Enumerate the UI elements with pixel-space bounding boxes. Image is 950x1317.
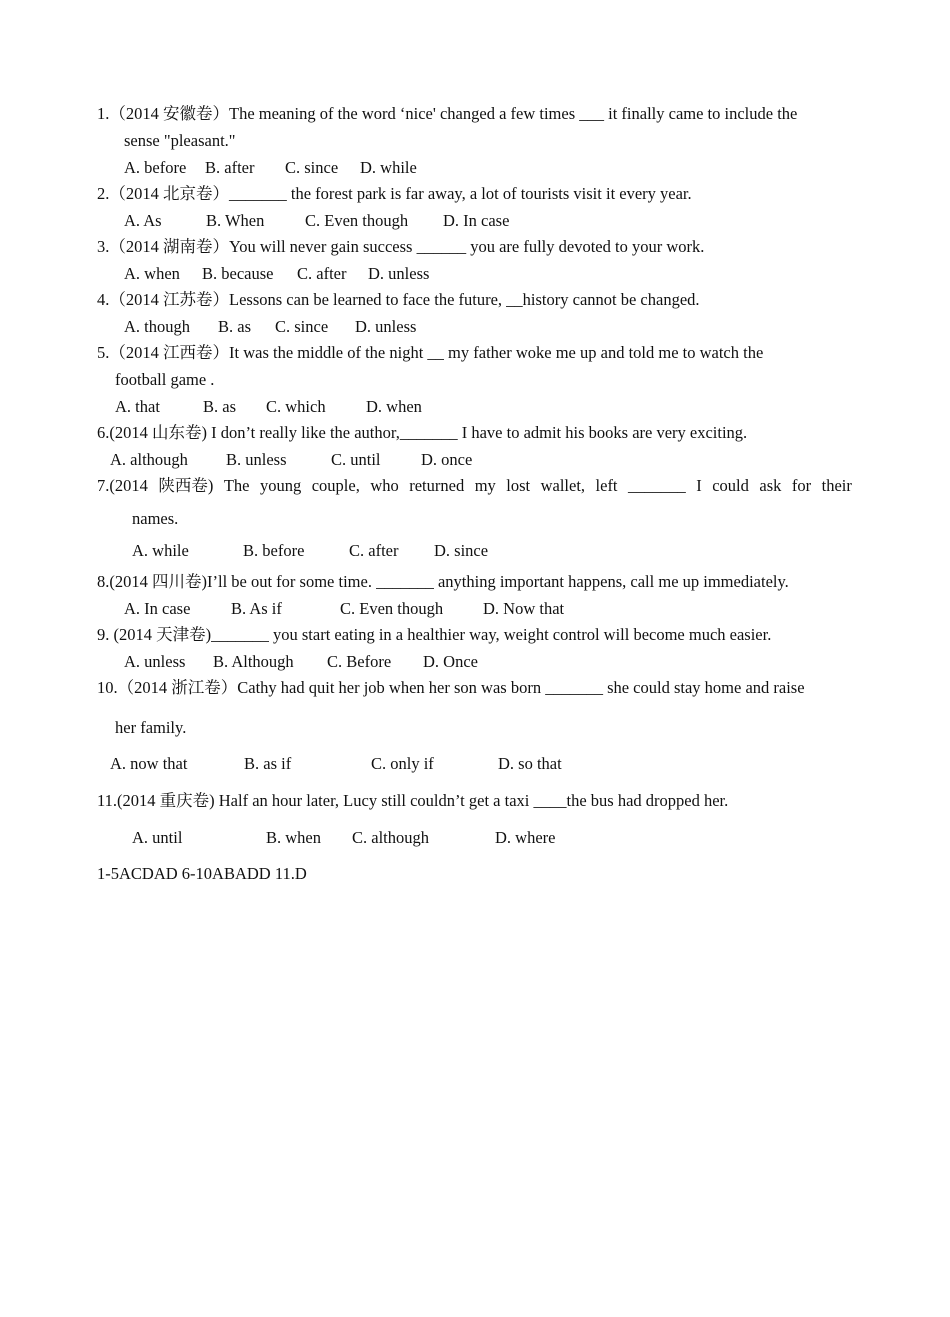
- question-7-line-1: [97, 476, 852, 496]
- question-7-word: returned: [409, 476, 465, 495]
- question-8-line-1: 8.(2014 四川卷)I’ll be out for some time. _______ anything important happens, call me up immediately.: [97, 572, 789, 591]
- question-3-option-b: B. because: [202, 264, 274, 283]
- question-7-option-a: A. while: [132, 541, 189, 560]
- question-11-option-c: C. although: [352, 828, 429, 847]
- question-2-option-a: A. As: [124, 211, 162, 230]
- question-1-option-d: D. while: [360, 158, 417, 177]
- question-9-option-d: D. Once: [423, 652, 478, 671]
- question-7-word: The: [223, 476, 250, 495]
- question-7-word: their: [821, 476, 852, 495]
- question-5-line-1: 5.（2014 江西卷）It was the middle of the night __ my father woke me up and told me to watch the: [97, 343, 764, 362]
- question-7-option-b: B. before: [243, 541, 305, 560]
- question-6-option-a: A. although: [110, 450, 188, 469]
- question-6-line-1: 6.(2014 山东卷) I don’t really like the author,_______ I have to admit his books are very exciting.: [97, 423, 748, 442]
- question-7-word: wallet,: [540, 476, 586, 495]
- question-7-option-d: D. since: [434, 541, 489, 560]
- question-7-word: 7.(2014: [97, 476, 148, 495]
- question-7-word: could: [712, 476, 749, 495]
- question-7-word: who: [370, 476, 399, 495]
- question-10-option-c: C. only if: [371, 754, 434, 773]
- question-6-option-b: B. unless: [226, 450, 287, 469]
- question-10-line-2: her family.: [115, 718, 187, 737]
- question-3-option-d: D. unless: [368, 264, 430, 283]
- question-7-option-c: C. after: [349, 541, 399, 560]
- question-7-word: 陕西卷): [158, 476, 214, 495]
- question-8-option-b: B. As if: [231, 599, 282, 618]
- question-7-word: I: [696, 476, 702, 495]
- question-11-option-d: D. where: [495, 828, 556, 847]
- question-7-word: young: [259, 476, 302, 495]
- question-7-word: lost: [506, 476, 531, 495]
- question-5-line-2: football game .: [115, 370, 215, 389]
- question-5-option-a: A. that: [115, 397, 160, 416]
- question-5-option-b: B. as: [203, 397, 236, 416]
- question-2-option-c: C. Even though: [305, 211, 409, 230]
- question-7-word: left: [595, 476, 618, 495]
- question-4-option-c: C. since: [275, 317, 329, 336]
- question-1-line-2: sense "pleasant.": [124, 131, 236, 150]
- question-9-line-1: 9. (2014 天津卷)_______ you start eating in a healthier way, weight control will become much easier.: [97, 625, 772, 644]
- question-4-line-1: 4.（2014 江苏卷）Lessons can be learned to face the future, __history cannot be changed.: [97, 290, 700, 309]
- question-5-option-d: D. when: [366, 397, 422, 416]
- question-10-option-a: A. now that: [110, 754, 188, 773]
- question-2-option-b: B. When: [206, 211, 265, 230]
- question-7-word: for: [791, 476, 812, 495]
- question-8-option-c: C. Even though: [340, 599, 444, 618]
- question-3-option-c: C. after: [297, 264, 347, 283]
- question-10-option-b: B. as if: [244, 754, 292, 773]
- question-1-option-c: C. since: [285, 158, 339, 177]
- question-6-option-c: C. until: [331, 450, 381, 469]
- question-9-option-b: B. Although: [213, 652, 294, 671]
- question-10-option-d: D. so that: [498, 754, 562, 773]
- question-6-option-d: D. once: [421, 450, 473, 469]
- question-4-option-d: D. unless: [355, 317, 417, 336]
- question-5-option-c: C. which: [266, 397, 326, 416]
- question-9-option-c: C. Before: [327, 652, 392, 671]
- question-11-option-a: A. until: [132, 828, 183, 847]
- question-11-line-1: 11.(2014 重庆卷) Half an hour later, Lucy still couldn’t get a taxi ____the bus had dropped her.: [97, 791, 729, 810]
- question-10-line-1: 10.（2014 浙江卷）Cathy had quit her job when her son was born _______ she could stay home and raise: [97, 678, 805, 697]
- question-3-option-a: A. when: [124, 264, 180, 283]
- question-8-option-a: A. In case: [124, 599, 191, 618]
- question-4-option-b: B. as: [218, 317, 251, 336]
- question-9-option-a: A. unless: [124, 652, 186, 671]
- question-2-line-1: 2.（2014 北京卷）_______ the forest park is far away, a lot of tourists visit it every year.: [97, 184, 692, 203]
- question-7-word: my: [474, 476, 496, 495]
- question-2-option-d: D. In case: [443, 211, 510, 230]
- answer-key: 1-5ACDAD 6-10ABADD 11.D: [97, 864, 307, 883]
- question-7-word: _______: [628, 476, 686, 495]
- question-1-line-1: 1.（2014 安徽卷）The meaning of the word ‘nice' changed a few times ___ it finally came to include the: [97, 104, 798, 123]
- question-7-line-2: names.: [132, 509, 179, 528]
- question-4-option-a: A. though: [124, 317, 190, 336]
- question-1-option-a: A. before: [124, 158, 187, 177]
- question-7-word: ask: [759, 476, 782, 495]
- question-8-option-d: D. Now that: [483, 599, 565, 618]
- question-11-option-b: B. when: [266, 828, 321, 847]
- question-1-option-b: B. after: [205, 158, 255, 177]
- question-7-word: couple,: [311, 476, 360, 495]
- question-3-line-1: 3.（2014 湖南卷）You will never gain success ______ you are fully devoted to your work.: [97, 237, 705, 256]
